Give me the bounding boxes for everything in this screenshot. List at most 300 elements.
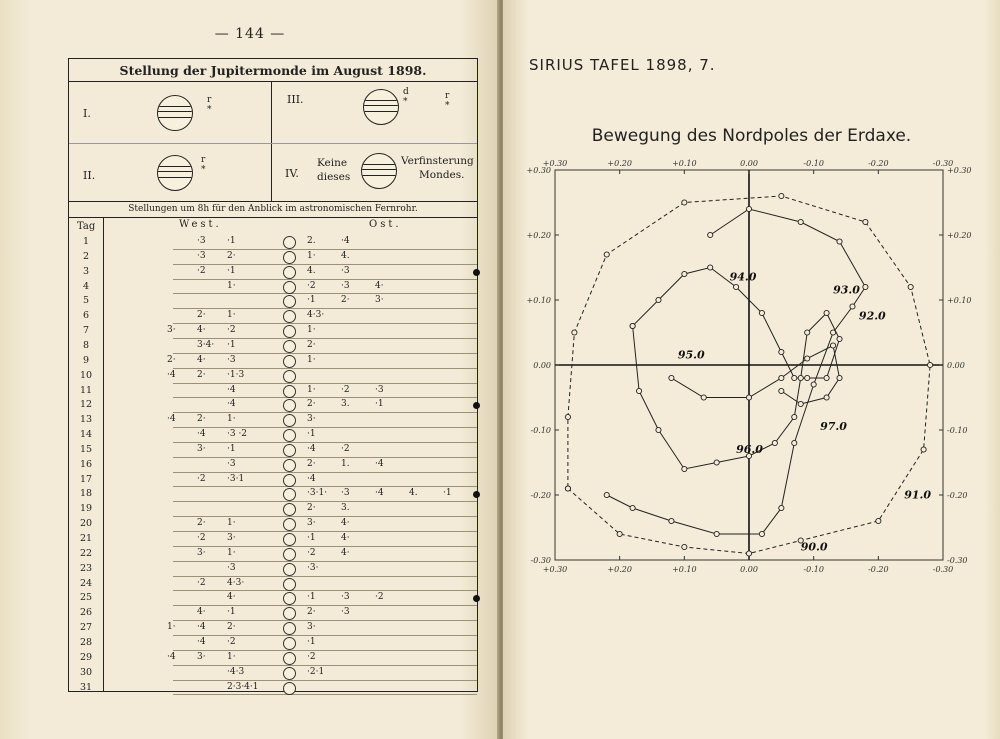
- x-tick-label: -0.30: [932, 565, 954, 574]
- moon-position-west: ·4: [167, 369, 176, 380]
- day-number: 31: [79, 681, 93, 693]
- jupiter-icon: [283, 592, 296, 605]
- chart-title: Bewegung des Nordpoles der Erdaxe.: [591, 126, 912, 146]
- day-number: 12: [79, 399, 93, 411]
- row-rule: [173, 308, 477, 309]
- header-day: Tag: [77, 221, 96, 232]
- x-tick-label: -0.10: [803, 565, 824, 574]
- observation-point: [630, 323, 635, 328]
- divider: [69, 143, 477, 144]
- y-tick-label-right: +0.20: [947, 231, 972, 240]
- observation-point: [669, 518, 674, 523]
- row-rule: [173, 650, 477, 651]
- y-tick-label: -0.20: [530, 491, 551, 500]
- moon-position-east: 4.: [409, 488, 418, 499]
- moon-position-west: 2·: [197, 310, 206, 321]
- observation-point: [792, 375, 797, 380]
- moon-position-east: ·1: [307, 636, 316, 647]
- moon-position-east: ·2: [307, 547, 316, 558]
- row-rule: [173, 353, 477, 354]
- day-number: 7: [82, 325, 90, 337]
- day-number: 28: [79, 636, 93, 648]
- moon-position-west: 4·: [227, 592, 236, 603]
- mark: *: [445, 101, 450, 111]
- y-tick-label: +0.20: [526, 231, 551, 240]
- x-tick-label-top: -0.30: [932, 159, 954, 168]
- mark: *: [201, 165, 206, 175]
- observation-point: [792, 414, 797, 419]
- moon-position-west: 2·: [197, 369, 206, 380]
- observation-point: [617, 531, 622, 536]
- moon-position-east: 1.: [341, 458, 350, 469]
- jupiter-icon: [283, 325, 296, 338]
- moon-position-east: 2·: [307, 503, 316, 514]
- jupiter-disc-icon: [363, 89, 399, 125]
- page-number: — 144 —: [214, 26, 286, 42]
- moon-position-west: 3·: [197, 547, 206, 558]
- moon-position-west: ·3: [197, 236, 206, 246]
- row-rule: [173, 442, 477, 443]
- x-tick-label-top: 0.00: [740, 159, 758, 168]
- y-tick-label-right: -0.30: [947, 556, 968, 565]
- moon-position-east: ·1: [307, 429, 316, 440]
- y-tick-label: -0.10: [530, 426, 551, 435]
- moon-position-west: ·4: [227, 384, 236, 395]
- row-rule: [173, 680, 477, 681]
- moon-position-east: 1·: [307, 325, 316, 336]
- observation-point: [714, 460, 719, 465]
- moon-position-west: ·3: [197, 250, 206, 261]
- observation-point: [798, 375, 803, 380]
- jupiter-icon: [283, 310, 296, 323]
- observation-point: [837, 336, 842, 341]
- moon-position-east: 4·3·: [307, 310, 325, 321]
- observation-point: [779, 375, 784, 380]
- note-left-2: dieses: [317, 171, 351, 183]
- moon-position-east: 3·: [307, 518, 316, 529]
- day-number: 22: [79, 547, 93, 559]
- observation-point: [921, 447, 926, 452]
- moon-position-east: ·4: [341, 236, 350, 246]
- pole-track: [607, 209, 866, 534]
- moon-position-east: 4.: [307, 265, 316, 276]
- moon-position-west: 4·: [197, 354, 206, 365]
- moon-position-west: 2·: [197, 414, 206, 425]
- moon-position-west: ·1: [227, 607, 236, 618]
- moon-position-east: 4·: [341, 547, 350, 558]
- moon-position-west: 1·: [227, 518, 236, 529]
- pole-track: [633, 268, 840, 470]
- note-right-1: Verfinsterung: [401, 155, 474, 167]
- jupiter-icon: [283, 622, 296, 635]
- observation-point: [824, 310, 829, 315]
- observation-point: [863, 219, 868, 224]
- jupiter-icon: [283, 607, 296, 620]
- moon-position-east: ·2·1: [307, 666, 325, 677]
- jupiter-icon: [283, 563, 296, 576]
- observation-point: [805, 375, 810, 380]
- observation-point: [746, 395, 751, 400]
- day-number: 8: [82, 339, 90, 351]
- row-rule: [173, 383, 477, 384]
- observation-point: [824, 375, 829, 380]
- day-number: 2: [82, 250, 90, 262]
- observation-point: [759, 310, 764, 315]
- header-west: West.: [179, 219, 222, 230]
- observation-point: [850, 304, 855, 309]
- row-rule: [173, 486, 477, 487]
- moon-position-west: ·1: [227, 236, 236, 246]
- mark: r: [207, 95, 212, 105]
- day-number: 4: [82, 280, 90, 292]
- moon-position-west: ·2: [197, 533, 206, 543]
- divider: [271, 81, 272, 201]
- jupiter-icon: [283, 578, 296, 591]
- row-rule: [173, 694, 477, 695]
- jupiter-icon: [283, 667, 296, 680]
- moon-position-east: ·4: [375, 488, 384, 499]
- moon-position-west: ·3 ·2: [227, 429, 248, 440]
- moon-position-west: 3·: [197, 443, 206, 454]
- moon-position-west: 3·4·: [197, 339, 215, 350]
- satellite-numeral-4: IV.: [285, 167, 299, 180]
- x-tick-label-top: -0.10: [803, 159, 824, 168]
- jupiter-icon: [283, 251, 296, 264]
- day-number: 25: [79, 592, 93, 604]
- moon-position-west: 2·: [227, 250, 236, 261]
- row-rule: [173, 279, 477, 280]
- moon-position-west: ·1: [227, 443, 236, 454]
- year-label: 97.0: [820, 420, 847, 433]
- moon-position-east: ·2: [307, 280, 316, 291]
- moon-position-east: 4·: [341, 518, 350, 529]
- jupiter-icon: [283, 518, 296, 531]
- moon-position-west: ·3: [227, 562, 236, 573]
- observation-caption: Stellungen um 8h für den Anblick im astronomischen Fernrohr.: [128, 204, 418, 214]
- row-rule: [173, 516, 477, 517]
- row-rule: [173, 397, 477, 398]
- moon-position-east: ·3: [375, 384, 384, 395]
- observation-point: [682, 544, 687, 549]
- moon-position-west: ·4: [197, 622, 206, 633]
- mark: r: [445, 91, 450, 101]
- jupiter-icon: [283, 236, 296, 249]
- moon-position-west: 4·: [197, 607, 206, 618]
- moon-position-east: 3.: [341, 503, 350, 514]
- row-rule: [173, 531, 477, 532]
- observation-point: [682, 200, 687, 205]
- observation-point: [811, 382, 816, 387]
- satellite-numeral-3: III.: [287, 93, 304, 106]
- satellite-numeral-2: II.: [83, 169, 96, 182]
- observation-point: [733, 284, 738, 289]
- moon-position-west: 3·: [197, 651, 206, 662]
- observation-point: [798, 401, 803, 406]
- row-rule: [173, 501, 477, 502]
- moon-position-west: ·4: [197, 429, 206, 440]
- satellite-numeral-1: I.: [83, 107, 91, 120]
- jupiter-icon: [283, 355, 296, 368]
- moon-position-east: 3·: [375, 295, 384, 306]
- row-rule: [173, 249, 477, 250]
- y-tick-label: -0.30: [530, 556, 551, 565]
- y-tick-label-right: +0.30: [947, 166, 972, 175]
- observation-point: [779, 193, 784, 198]
- day-number: 9: [82, 354, 90, 366]
- observation-point: [779, 505, 784, 510]
- x-tick-label: +0.20: [607, 565, 632, 574]
- eclipse-dot-icon: [473, 595, 480, 602]
- row-rule: [173, 590, 477, 591]
- moon-position-east: 2·: [307, 399, 316, 410]
- row-rule: [173, 293, 477, 294]
- moon-position-east: 2·: [341, 295, 350, 306]
- moon-position-east: 2·: [307, 607, 316, 618]
- year-label: 91.0: [904, 488, 931, 502]
- observation-point: [746, 551, 751, 556]
- y-tick-label-right: +0.10: [947, 296, 972, 305]
- moon-position-west: 1·: [227, 414, 236, 425]
- day-number: 11: [79, 384, 93, 396]
- day-number: 27: [79, 622, 93, 634]
- divider: [103, 217, 104, 691]
- x-tick-label-top: -0.20: [868, 159, 889, 168]
- observation-point: [908, 284, 913, 289]
- moon-position-east: ·1: [307, 533, 316, 543]
- observation-point: [759, 531, 764, 536]
- moon-position-east: 3·: [307, 414, 316, 425]
- moon-position-east: ·3: [341, 488, 350, 499]
- day-number: 24: [79, 577, 93, 589]
- moon-position-east: 3·: [307, 622, 316, 633]
- moon-position-east: 2·: [307, 339, 316, 350]
- day-number: 18: [79, 488, 93, 500]
- moon-position-west: 3·: [167, 325, 176, 336]
- x-tick-label: +0.30: [542, 565, 568, 574]
- moon-position-east: 2·: [307, 458, 316, 469]
- jupiter-icon: [283, 429, 296, 442]
- moon-position-west: ·4: [167, 651, 176, 662]
- moon-position-west: ·4: [197, 636, 206, 647]
- y-tick-label: +0.30: [526, 166, 551, 175]
- moon-position-west: ·4·3: [227, 666, 245, 677]
- moon-position-west: 2·: [197, 518, 206, 529]
- moon-position-west: ·4: [167, 414, 176, 425]
- observation-point: [798, 219, 803, 224]
- jupiter-icon: [283, 266, 296, 279]
- row-rule: [173, 665, 477, 666]
- day-number: 23: [79, 562, 93, 574]
- observation-point: [837, 239, 842, 244]
- jupiter-icon: [283, 399, 296, 412]
- year-label: 90.0: [800, 540, 828, 554]
- divider: [69, 81, 477, 82]
- moon-position-east: ·1: [307, 592, 316, 603]
- jupiter-icon: [283, 444, 296, 457]
- moon-position-east: ·4: [307, 473, 316, 484]
- y-tick-label-right: 0.00: [947, 361, 965, 370]
- moon-position-east: 4.: [341, 250, 350, 261]
- observation-point: [565, 486, 570, 491]
- moon-position-east: ·3·: [307, 562, 319, 573]
- moon-position-east: ·3: [341, 265, 350, 276]
- day-number: 5: [82, 295, 90, 307]
- row-rule: [173, 605, 477, 606]
- y-tick-label: 0.00: [533, 361, 551, 370]
- x-tick-label: +0.10: [672, 565, 697, 574]
- row-rule: [173, 457, 477, 458]
- jupiter-icon: [283, 370, 296, 383]
- moon-position-west: ·2: [197, 577, 206, 588]
- moon-position-west: ·3: [227, 354, 236, 365]
- moon-position-east: ·4: [375, 458, 384, 469]
- moon-position-east: ·1: [307, 295, 316, 306]
- jupiter-icon: [283, 637, 296, 650]
- jupiter-icon: [283, 548, 296, 561]
- row-rule: [173, 323, 477, 324]
- moon-position-east: ·3: [341, 607, 350, 618]
- row-rule: [173, 561, 477, 562]
- x-tick-label-top: +0.10: [672, 159, 697, 168]
- row-rule: [173, 576, 477, 577]
- mark: *: [207, 105, 212, 115]
- day-number: 21: [79, 533, 93, 544]
- row-rule: [173, 338, 477, 339]
- day-number: 14: [79, 429, 93, 441]
- jupiter-moons-table: [68, 58, 478, 692]
- y-tick-label-right: -0.10: [947, 426, 968, 435]
- jupiter-disc-icon: [361, 153, 397, 189]
- observation-point: [746, 206, 751, 211]
- jupiter-icon: [283, 459, 296, 472]
- moon-position-west: ·2: [227, 325, 236, 336]
- moon-position-west: 1·: [227, 547, 236, 558]
- x-tick-label-top: +0.30: [542, 159, 568, 168]
- jupiter-icon: [283, 414, 296, 427]
- moon-position-east: ·3·1·: [307, 488, 328, 499]
- day-number: 19: [79, 503, 93, 515]
- note-right-2: Mondes.: [419, 169, 465, 181]
- y-tick-label: +0.10: [526, 296, 551, 305]
- observation-point: [630, 505, 635, 510]
- moon-position-east: 1·: [307, 250, 316, 261]
- moon-position-east: 3.: [341, 399, 350, 410]
- year-label: 93.0: [833, 283, 860, 297]
- x-tick-label: -0.20: [868, 565, 889, 574]
- observation-point: [636, 388, 641, 393]
- observation-point: [863, 284, 868, 289]
- jupiter-icon: [283, 503, 296, 516]
- observation-point: [837, 375, 842, 380]
- row-rule: [173, 472, 477, 473]
- eclipse-dot-icon: [473, 491, 480, 498]
- day-number: 30: [79, 666, 93, 678]
- moon-position-east: ·3: [341, 280, 350, 291]
- day-number: 13: [79, 414, 93, 426]
- y-tick-label-right: -0.20: [947, 491, 968, 500]
- observation-point: [604, 492, 609, 497]
- observation-point: [927, 362, 932, 367]
- jupiter-icon: [283, 340, 296, 353]
- day-number: 1: [82, 236, 90, 247]
- row-rule: [173, 368, 477, 369]
- mark: *: [403, 97, 408, 107]
- observation-point: [714, 531, 719, 536]
- observation-point: [876, 518, 881, 523]
- moon-position-east: 2.: [307, 236, 316, 246]
- moon-position-west: ·3: [227, 458, 236, 469]
- year-label: 94.0: [729, 270, 757, 284]
- observation-point: [604, 252, 609, 257]
- moon-position-west: 1·: [227, 310, 236, 321]
- observation-point: [772, 440, 777, 445]
- observation-point: [656, 427, 661, 432]
- observation-point: [779, 388, 784, 393]
- moon-position-west: 2·3·4·1: [227, 681, 259, 692]
- observation-point: [708, 265, 713, 270]
- day-number: 20: [79, 518, 93, 530]
- moon-position-east: ·1: [375, 399, 384, 410]
- observation-point: [830, 343, 835, 348]
- moon-position-east: ·1: [443, 488, 452, 499]
- observation-point: [824, 395, 829, 400]
- jupiter-disc-icon: [157, 155, 193, 191]
- jupiter-disc-icon: [157, 95, 193, 131]
- moon-position-west: 1·: [167, 622, 176, 633]
- observation-point: [572, 330, 577, 335]
- jupiter-icon: [283, 652, 296, 665]
- moon-position-west: ·1·3: [227, 369, 245, 380]
- mark: d: [403, 87, 409, 97]
- divider: [69, 201, 477, 202]
- moon-position-west: 1·: [227, 651, 236, 662]
- observation-point: [565, 414, 570, 419]
- jupiter-icon: [283, 488, 296, 501]
- header-east: Ost.: [369, 219, 402, 230]
- observation-point: [669, 375, 674, 380]
- observation-point: [805, 356, 810, 361]
- table-title: Stellung der Jupitermonde im August 1898.: [119, 63, 427, 78]
- day-number: 26: [79, 607, 93, 619]
- observation-point: [779, 349, 784, 354]
- moon-position-east: 4·: [375, 280, 384, 291]
- moon-position-west: ·1: [227, 265, 236, 276]
- divider: [69, 217, 477, 218]
- day-number: 6: [82, 310, 90, 322]
- observation-point: [682, 466, 687, 471]
- jupiter-icon: [283, 682, 296, 695]
- moon-position-west: ·2: [197, 473, 206, 484]
- note-left-1: Keine: [317, 157, 348, 169]
- moon-position-east: ·2: [341, 443, 350, 454]
- moon-position-east: ·3: [341, 592, 350, 603]
- moon-position-west: ·3·1: [227, 473, 245, 484]
- moon-position-west: ·4: [227, 399, 236, 410]
- moon-position-west: 3·: [227, 533, 236, 543]
- observation-point: [792, 440, 797, 445]
- observation-point: [682, 271, 687, 276]
- jupiter-icon: [283, 295, 296, 308]
- moon-position-west: ·2: [227, 636, 236, 647]
- observation-point: [708, 232, 713, 237]
- jupiter-icon: [283, 385, 296, 398]
- moon-position-west: 2·: [227, 622, 236, 633]
- row-rule: [173, 546, 477, 547]
- day-number: 15: [79, 443, 93, 455]
- day-number: 29: [79, 651, 93, 663]
- year-label: 92.0: [858, 309, 886, 323]
- moon-position-east: ·2: [341, 384, 350, 395]
